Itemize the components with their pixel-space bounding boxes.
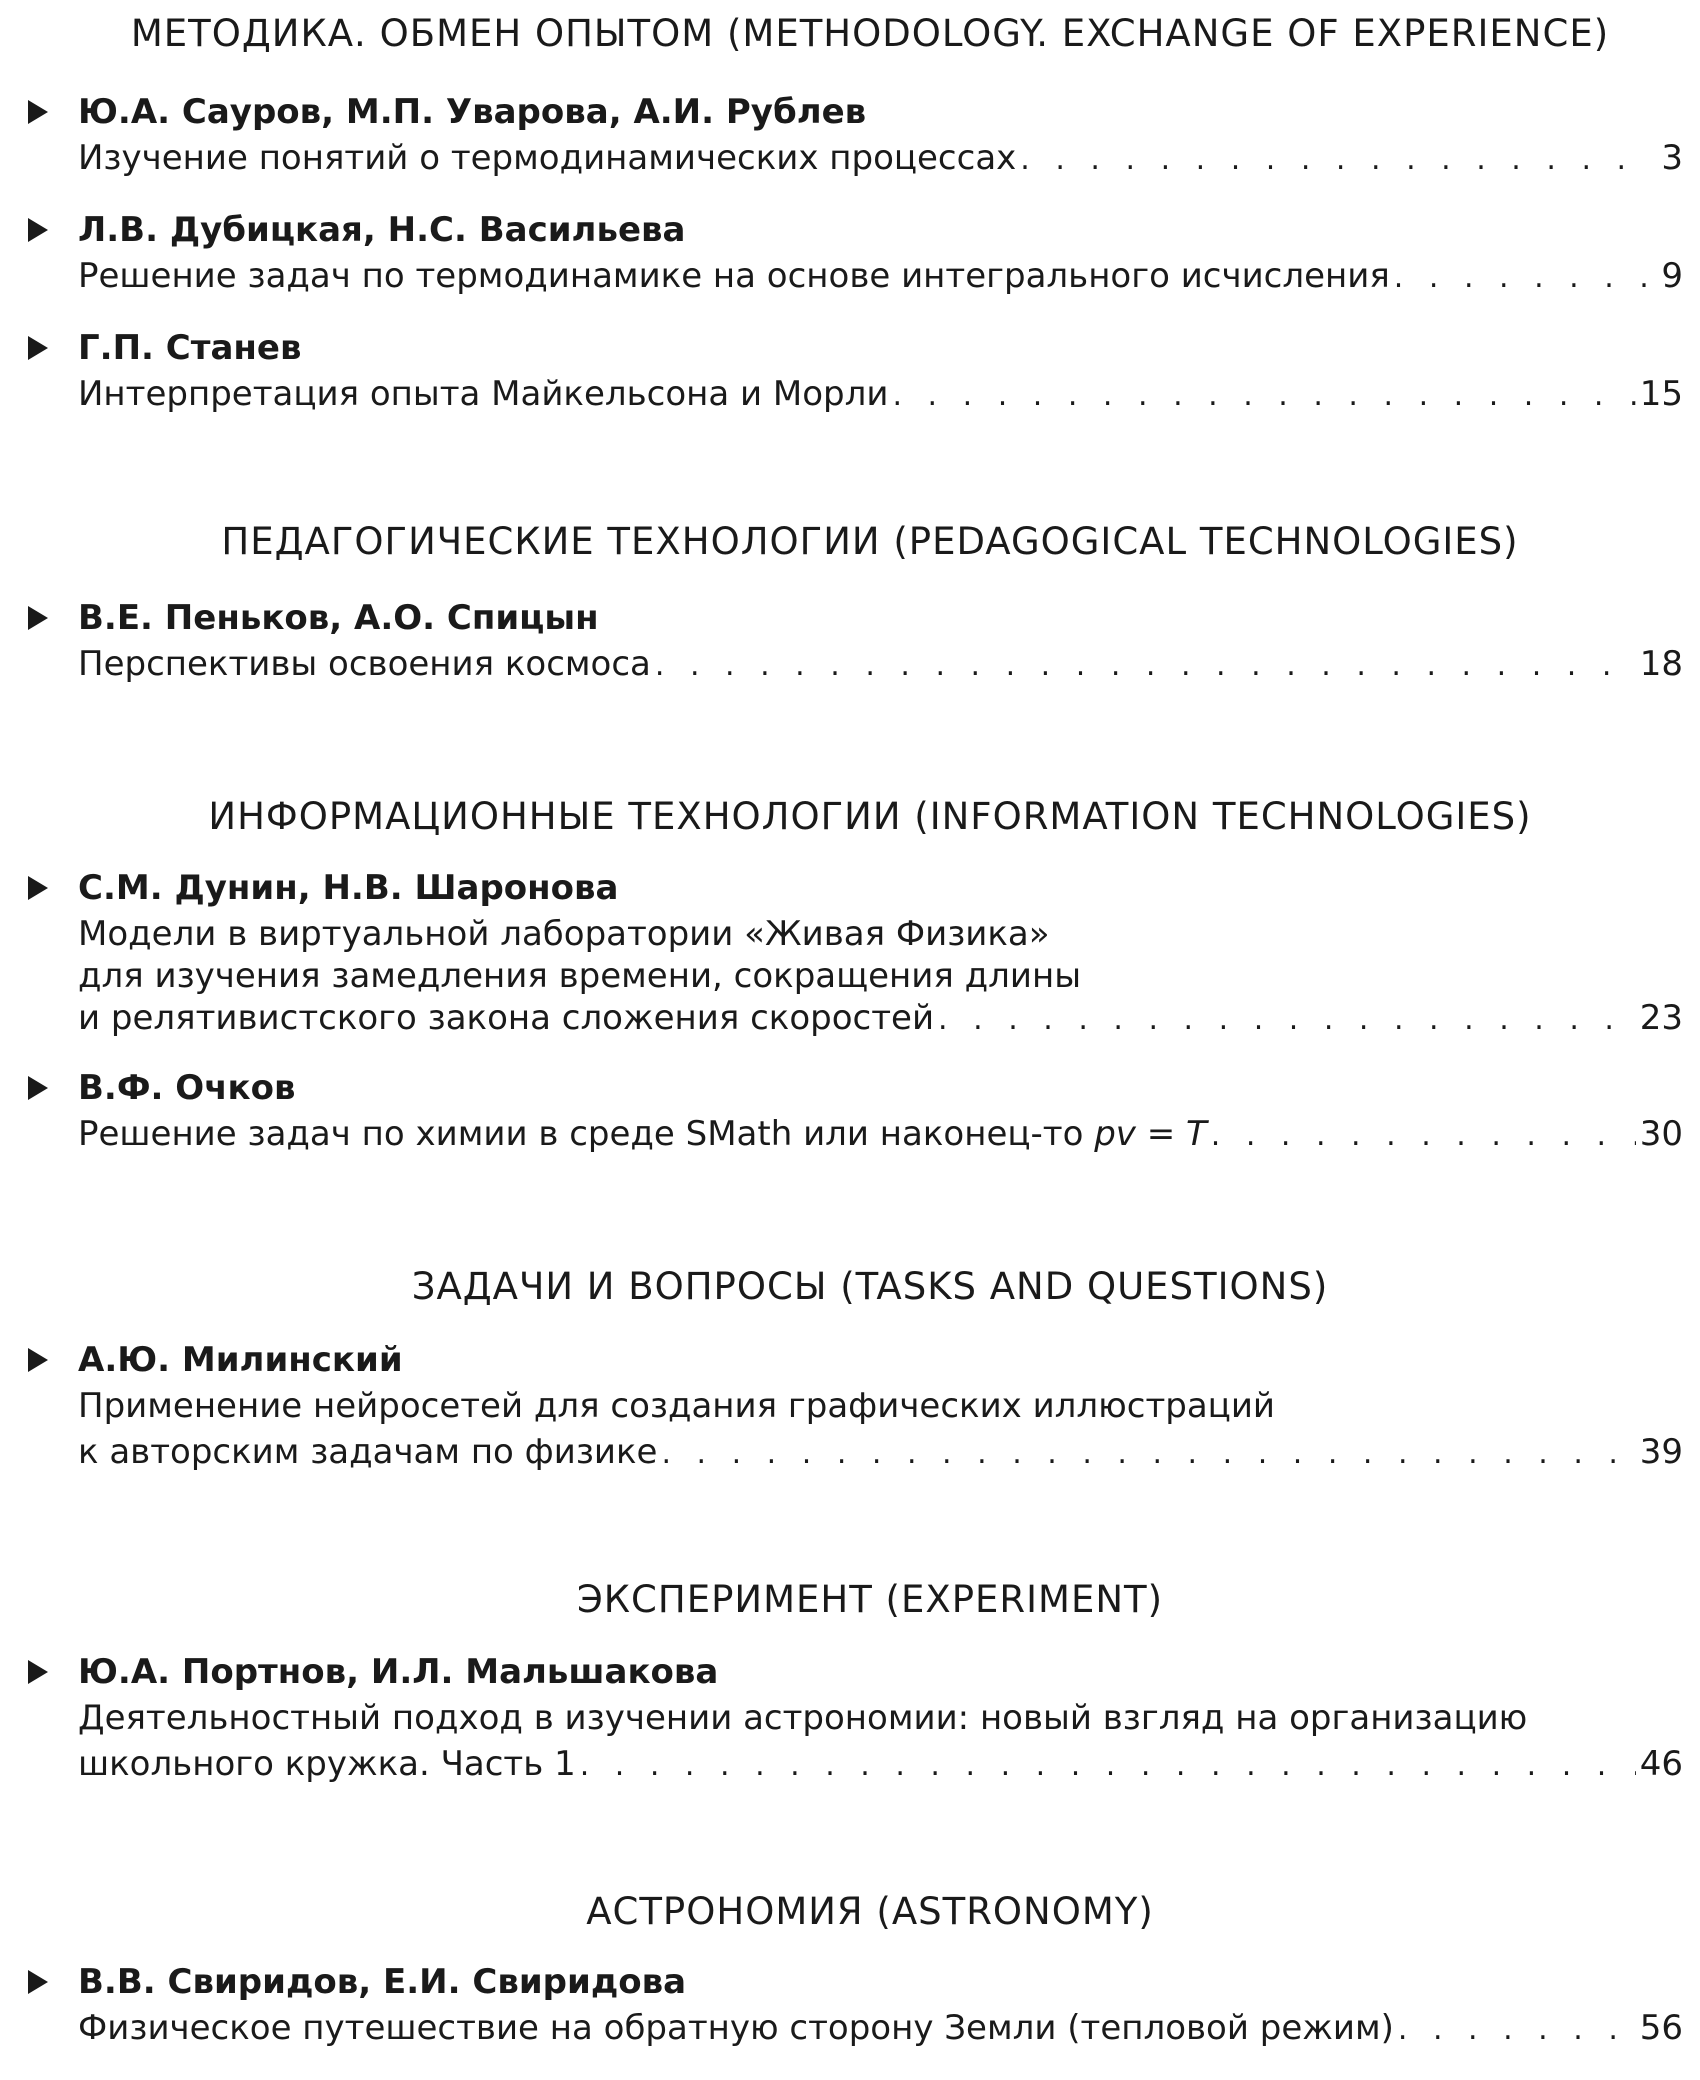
section-heading: ИНФОРМАЦИОННЫЕ ТЕХНОЛОГИИ (INFORMATION TECHNOLOGIES)	[208, 795, 1532, 838]
entry-title: Решение задач по химии в среде SMath или наконец-то	[78, 1114, 1084, 1154]
toc-entry[interactable]	[28, 868, 1683, 1044]
leader-dots	[580, 1748, 1636, 1783]
toc-entry[interactable]	[28, 598, 1683, 690]
triangle-bullet-icon	[28, 606, 48, 630]
entry-title: Изучение понятий о термодинамических процессах	[78, 138, 1017, 178]
toc-entry[interactable]	[28, 210, 1683, 302]
entry-title: школьного кружка. Часть 1	[78, 1744, 576, 1784]
entry-title: Физическое путешествие на обратную сторону Земли (тепловой режим)	[78, 2008, 1394, 2048]
formula: pv = T	[1094, 1114, 1207, 1154]
entry-authors: А.Ю. Милинский	[78, 1340, 403, 1380]
triangle-bullet-icon	[28, 1348, 48, 1372]
section-heading: АСТРОНОМИЯ (ASTRONOMY)	[586, 1890, 1154, 1933]
triangle-bullet-icon	[28, 876, 48, 900]
entry-page: 23	[1639, 998, 1683, 1038]
entry-authors: С.М. Дунин, Н.В. Шаронова	[78, 868, 619, 908]
entry-page: 30	[1639, 1114, 1683, 1154]
entry-authors: В.Е. Пеньков, А.О. Спицын	[78, 598, 599, 638]
entry-page: 3	[1661, 138, 1683, 178]
entry-authors: В.В. Свиридов, Е.И. Свиридова	[78, 1962, 687, 2002]
section-heading: ПЕДАГОГИЧЕСКИЕ ТЕХНОЛОГИИ (PEDAGOGICAL TECHNOLOGIES)	[221, 520, 1519, 563]
entry-authors: Ю.А. Сауров, М.П. Уварова, А.И. Рублев	[78, 92, 867, 132]
entry-page: 56	[1639, 2008, 1683, 2048]
entry-title: Решение задач по термодинамике на основе интегрального исчисления	[78, 256, 1390, 296]
leader-dots	[655, 648, 1636, 683]
triangle-bullet-icon	[28, 336, 48, 360]
entry-authors: Л.В. Дубицкая, Н.С. Васильева	[78, 210, 686, 250]
entry-title: к авторским задачам по физике	[78, 1432, 658, 1472]
toc-entry[interactable]	[28, 1962, 1683, 2054]
entry-title-line: Модели в виртуальной лаборатории «Живая Физика»	[78, 914, 1050, 954]
triangle-bullet-icon	[28, 1076, 48, 1100]
section-heading: ЗАДАЧИ И ВОПРОСЫ (TASKS AND QUESTIONS)	[411, 1265, 1329, 1308]
entry-authors: Ю.А. Портнов, И.Л. Мальшакова	[78, 1652, 719, 1692]
leader-dots	[1020, 142, 1649, 177]
leader-dots	[1211, 1118, 1636, 1153]
toc-entry[interactable]	[28, 1340, 1683, 1478]
leader-dots	[1398, 2012, 1636, 2047]
triangle-bullet-icon	[28, 218, 48, 242]
entry-page: 18	[1639, 644, 1683, 684]
entry-title: Перспективы освоения космоса	[78, 644, 651, 684]
leader-dots	[1394, 260, 1649, 295]
entry-page: 39	[1639, 1432, 1683, 1472]
entry-title: Интерпретация опыта Майкельсона и Морли	[78, 374, 889, 414]
entry-authors: В.Ф. Очков	[78, 1068, 296, 1108]
entry-page: 9	[1661, 256, 1683, 296]
toc-entry[interactable]	[28, 92, 1683, 184]
triangle-bullet-icon	[28, 100, 48, 124]
triangle-bullet-icon	[28, 1970, 48, 1994]
entry-title-line: Деятельностный подход в изучении астрономии: новый взгляд на организацию	[78, 1698, 1528, 1738]
leader-dots	[661, 1436, 1635, 1471]
section-heading: ЭКСПЕРИМЕНТ (EXPERIMENT)	[576, 1578, 1164, 1621]
section-heading: МЕТОДИКА. ОБМЕН ОПЫТОМ (METHODOLOGY. EXCHANGE OF EXPERIENCE)	[130, 12, 1610, 55]
entry-title-line: для изучения замедления времени, сокращения длины	[78, 956, 1082, 996]
entry-page: 46	[1639, 1744, 1683, 1784]
entry-authors: Г.П. Станев	[78, 328, 302, 368]
entry-title: и релятивистского закона сложения скоростей	[78, 998, 935, 1038]
leader-dots	[892, 378, 1635, 413]
leader-dots	[938, 1002, 1636, 1037]
entry-page: 15	[1639, 374, 1683, 414]
triangle-bullet-icon	[28, 1660, 48, 1684]
entry-title-line: Применение нейросетей для создания графических иллюстраций	[78, 1386, 1276, 1426]
toc-entry[interactable]	[28, 1652, 1683, 1790]
toc-entry[interactable]	[28, 328, 1683, 420]
toc-entry[interactable]	[28, 1068, 1683, 1160]
